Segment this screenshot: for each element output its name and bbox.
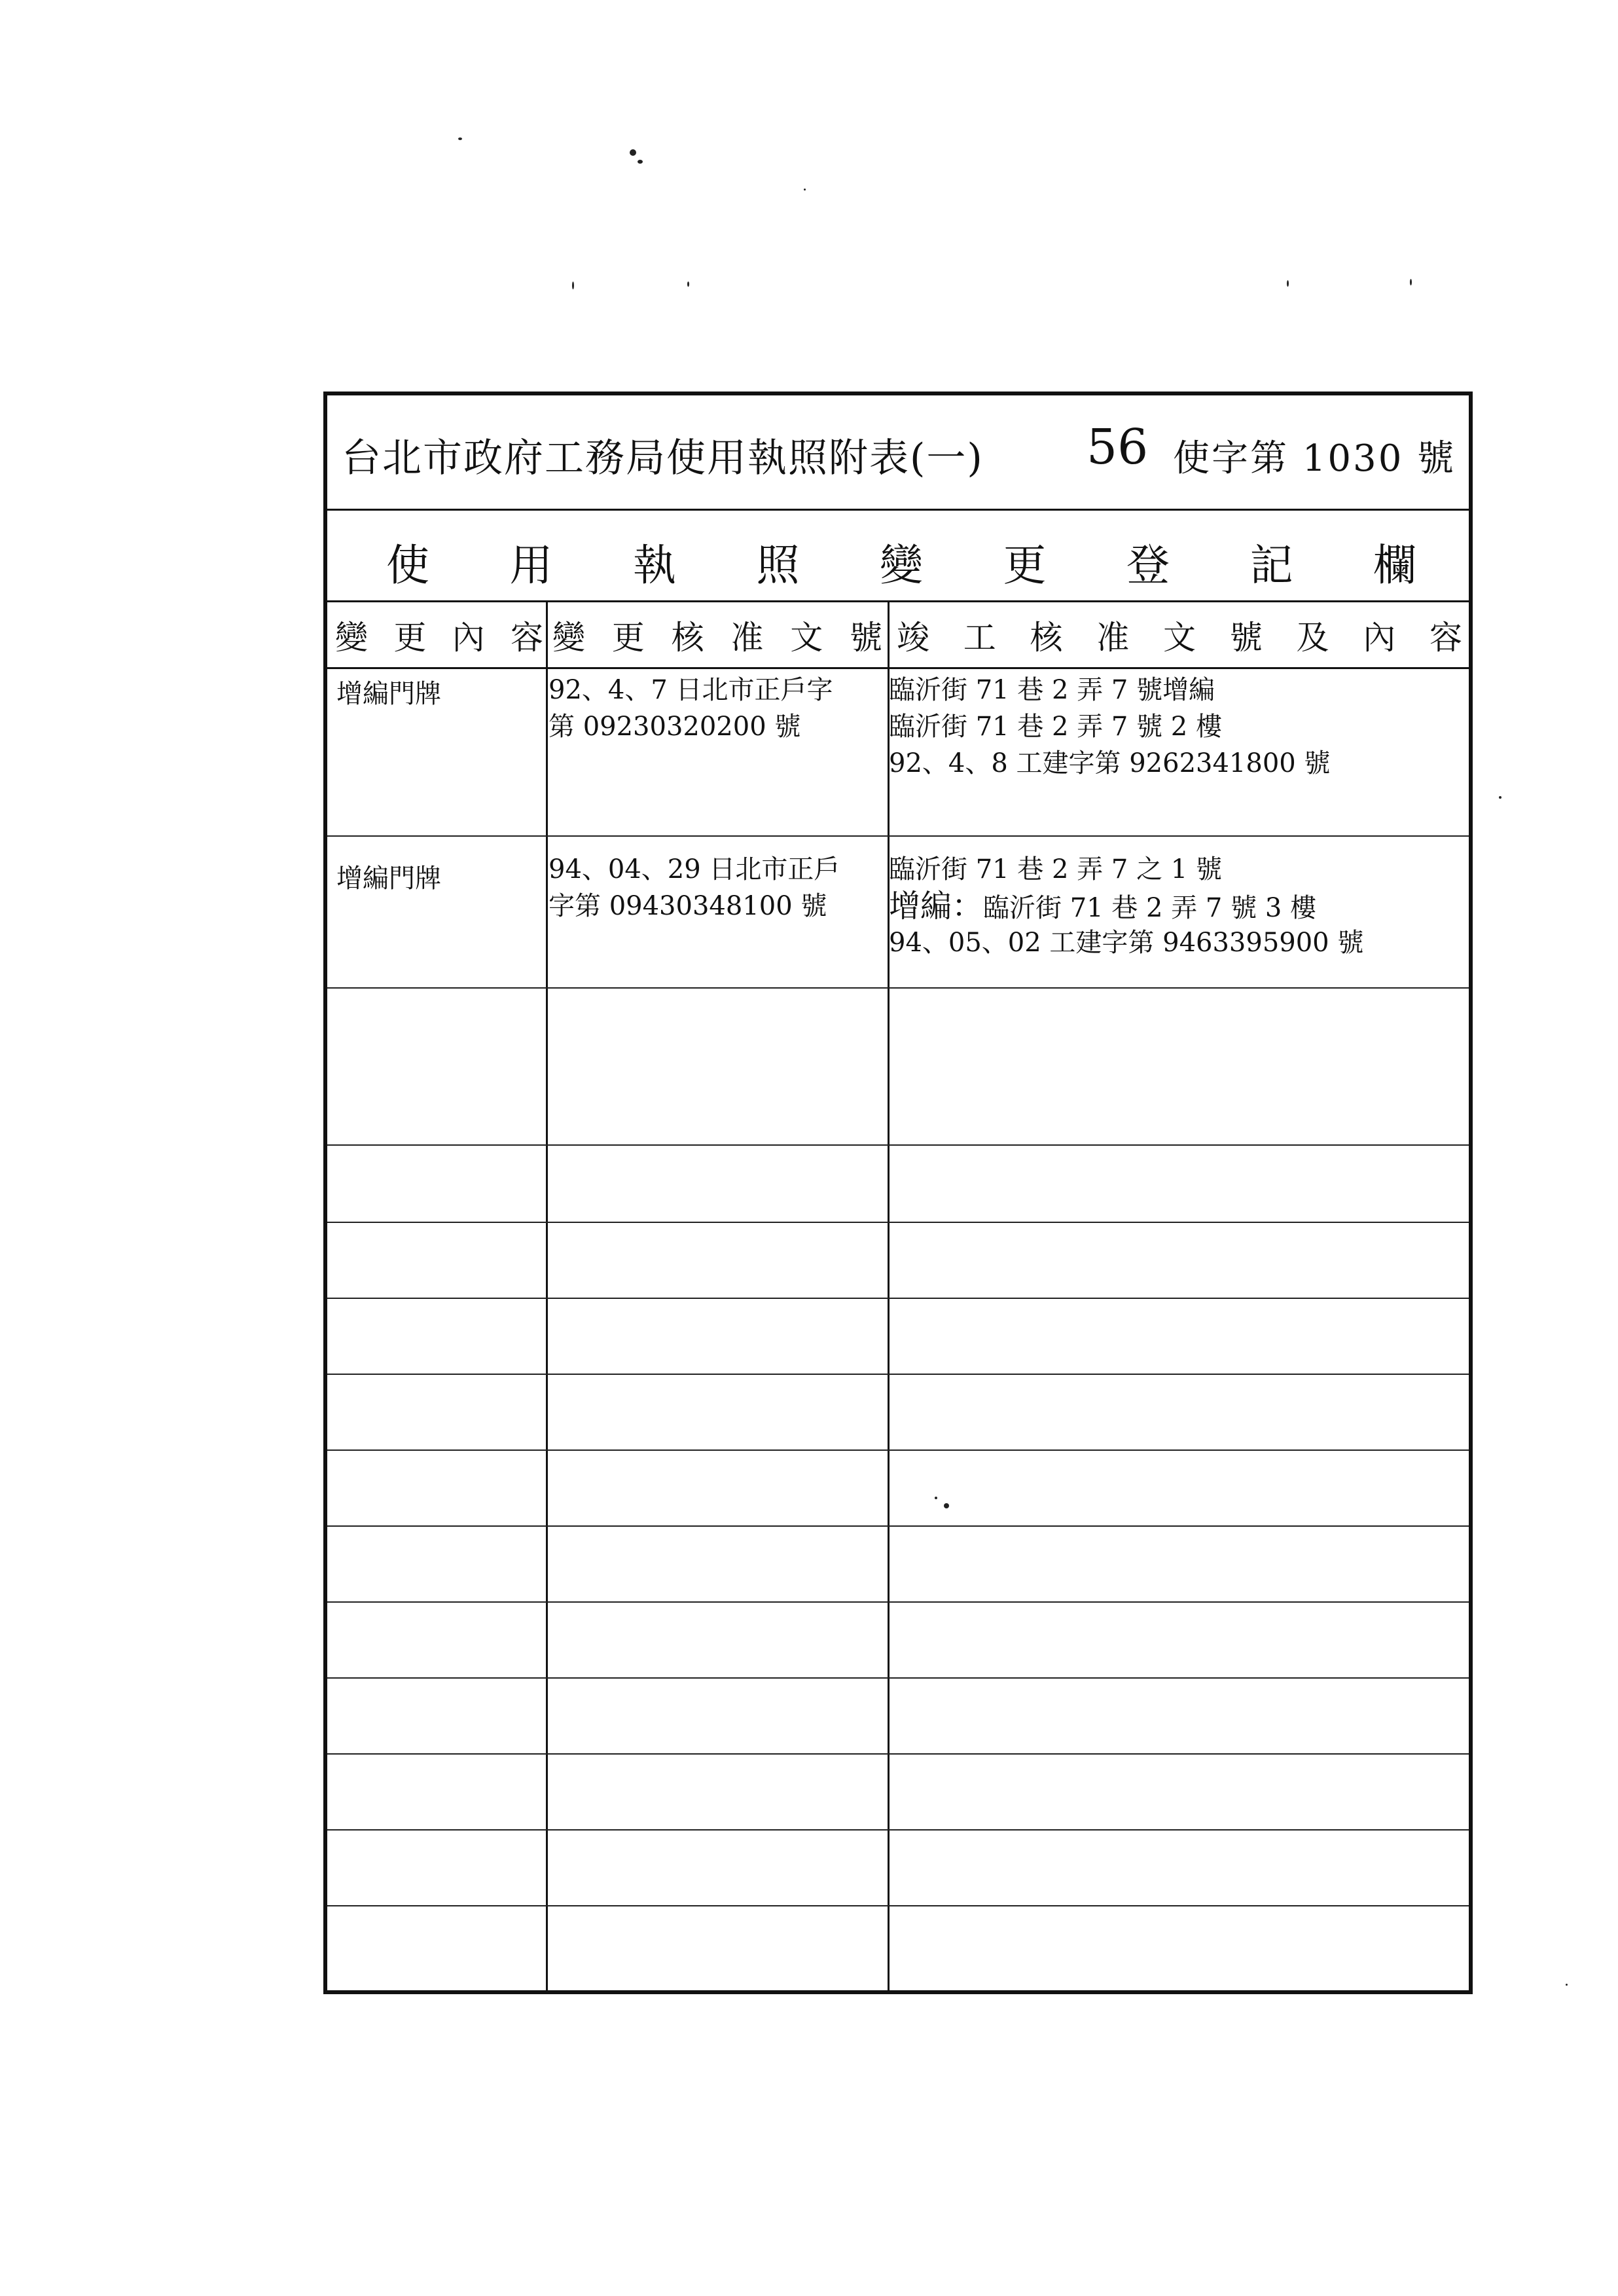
section-heading-char: 照 (756, 540, 800, 591)
scan-speck (1410, 279, 1412, 285)
scan-speck (630, 149, 636, 156)
section-heading-char: 記 (1249, 540, 1293, 591)
section-heading-char: 用 (509, 540, 553, 591)
entry-2-completion-address: 臨沂街 71 巷 2 弄 7 號 3 樓 (983, 893, 1316, 923)
form-title-number: 56 (1087, 419, 1149, 475)
entry-1-completion-line: 92、4、8 工建字第 9262341800 號 (889, 748, 1331, 778)
entry-2-completion-label: 增編： (889, 888, 984, 924)
scan-speck (638, 160, 643, 164)
entry-1-approval-line: 第 09230320200 號 (548, 712, 801, 742)
entry-1-approval-line: 92、4、7 日北市正戶字 (548, 675, 833, 705)
header-completion-doc: 竣 工 核 准 文 號 及 內 容 (897, 618, 1462, 657)
scan-speck (1499, 796, 1501, 799)
scan-speck (1566, 1984, 1568, 1986)
scan-speck (687, 282, 689, 287)
header-approval-doc: 變 更 核 准 文 號 (552, 618, 882, 657)
section-heading-row (327, 511, 1469, 602)
row-divider (327, 1601, 1469, 1603)
row-divider (327, 1144, 1469, 1146)
scan-speck (804, 189, 806, 191)
column-divider (546, 602, 548, 1990)
permit-number: 使字第 1030 號 (1173, 437, 1456, 480)
section-heading-char: 執 (633, 540, 676, 591)
section-heading-char: 變 (880, 540, 923, 591)
section-heading (327, 530, 1469, 592)
row-divider (327, 1525, 1469, 1527)
row-divider (327, 1905, 1469, 1906)
usage-permit-change-form (323, 392, 1473, 1994)
entry-2-completion-line (889, 888, 1316, 926)
form-title-row (327, 395, 1469, 511)
entry-2-approval-line: 94、04、29 日北市正戶 (548, 854, 840, 884)
row-divider (327, 835, 1469, 837)
section-heading-char: 使 (386, 540, 429, 591)
header-change-content: 變 更 內 容 (335, 618, 543, 657)
scan-speck (458, 137, 462, 140)
row-divider (327, 1829, 1469, 1831)
entry-2-completion-line: 94、05、02 工建字第 9463395900 號 (889, 928, 1364, 958)
row-divider (327, 1677, 1469, 1679)
section-heading-char: 登 (1126, 540, 1170, 591)
section-heading-char: 更 (1003, 540, 1047, 591)
row-divider (327, 987, 1469, 989)
entry-2-change-content: 增編門牌 (336, 864, 441, 894)
column-divider (888, 602, 890, 1990)
entry-2-approval-line: 字第 09430348100 號 (548, 891, 827, 921)
row-divider (327, 1374, 1469, 1375)
form-title: 台北市政府工務局使用執照附表(一) (342, 435, 984, 481)
column-header-row (327, 602, 1469, 669)
row-divider (327, 1222, 1469, 1223)
row-divider (327, 1753, 1469, 1755)
scan-speck (572, 282, 574, 289)
section-heading-char: 欄 (1373, 540, 1416, 591)
scan-speck (1287, 280, 1289, 287)
entry-1-completion-line: 臨沂街 71 巷 2 弄 7 號增編 (889, 675, 1215, 705)
row-divider (327, 1298, 1469, 1299)
entry-1-change-content: 增編門牌 (336, 679, 441, 709)
row-divider (327, 1449, 1469, 1451)
entry-2-completion-line: 臨沂街 71 巷 2 弄 7 之 1 號 (889, 854, 1222, 884)
entry-1-completion-line: 臨沂街 71 巷 2 弄 7 號 2 樓 (889, 712, 1222, 742)
